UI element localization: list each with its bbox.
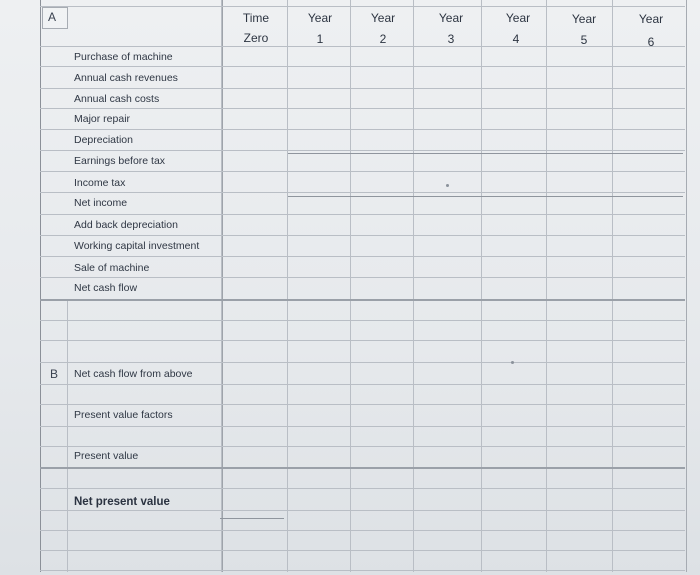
header-year-6-top: Year bbox=[638, 12, 664, 26]
row-label-net-cash-flow-from-above: Net cash flow from above bbox=[74, 368, 193, 380]
row-label-income-tax: Income tax bbox=[74, 177, 126, 189]
row-label-net-cash-flow: Net cash flow bbox=[74, 282, 138, 294]
row-label-add-back-depreciation: Add back depreciation bbox=[74, 219, 178, 231]
header-year-5-bottom: 5 bbox=[580, 33, 588, 47]
row-label-annual-cash-costs: Annual cash costs bbox=[74, 93, 160, 105]
underline-ebt bbox=[288, 153, 683, 154]
pen-mark-dot bbox=[446, 184, 449, 187]
section-a-letter: A bbox=[48, 10, 57, 24]
header-year-6-bottom: 6 bbox=[647, 35, 655, 49]
header-year-2-bottom: 2 bbox=[379, 32, 387, 46]
row-label-major-repair: Major repair bbox=[74, 113, 131, 125]
row-label-annual-cash-revenues: Annual cash revenues bbox=[74, 72, 178, 84]
header-year-5-top: Year bbox=[571, 12, 597, 26]
header-year-3-top: Year bbox=[438, 11, 464, 25]
header-year-4-bottom: 4 bbox=[512, 32, 520, 46]
row-label-working-capital-investment: Working capital investment bbox=[74, 240, 200, 252]
pen-mark-dot-2 bbox=[511, 361, 514, 364]
header-time-zero-bottom: Zero bbox=[243, 31, 269, 45]
header-year-4-top: Year bbox=[505, 11, 531, 25]
row-label-net-present-value: Net present value bbox=[74, 496, 170, 508]
row-label-present-value-factors: Present value factors bbox=[74, 409, 173, 421]
header-year-3-bottom: 3 bbox=[447, 32, 455, 46]
header-time-zero-top: Time bbox=[242, 11, 270, 25]
underline-npv bbox=[220, 518, 284, 519]
header-year-1-top: Year bbox=[307, 11, 333, 25]
row-label-net-income: Net income bbox=[74, 197, 128, 209]
row-label-earnings-before-tax: Earnings before tax bbox=[74, 155, 166, 167]
row-label-sale-of-machine: Sale of machine bbox=[74, 262, 150, 274]
underline-net-income bbox=[288, 196, 683, 197]
header-year-1-bottom: 1 bbox=[316, 32, 324, 46]
section-b-letter: B bbox=[50, 367, 59, 381]
row-label-present-value: Present value bbox=[74, 450, 139, 462]
row-label-depreciation: Depreciation bbox=[74, 134, 133, 146]
row-label-purchase-of-machine: Purchase of machine bbox=[74, 51, 173, 63]
header-year-2-top: Year bbox=[370, 11, 396, 25]
